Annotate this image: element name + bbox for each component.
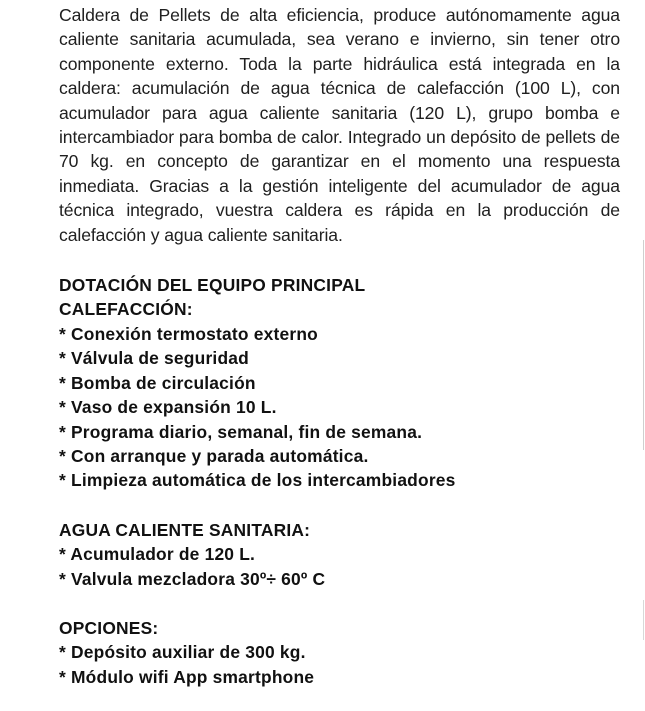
options-title: OPCIONES:: [59, 617, 159, 638]
heating-subtitle: CALEFACCIÓN:: [59, 299, 193, 320]
spacer: [59, 591, 620, 616]
page-edge-divider: [643, 600, 644, 640]
main-equipment-section: [59, 273, 620, 493]
list-item: * Acumulador de 120 L.: [59, 544, 256, 565]
options-section: [59, 616, 620, 689]
list-item: * Bomba de circulación: [59, 372, 256, 393]
list-item: * Vaso de expansión 10 L.: [59, 397, 277, 418]
list-item: * Limpieza automática de los intercambiadores: [59, 470, 456, 491]
list-item: * Valvula mezcladora 30º÷ 60º C: [59, 568, 326, 589]
list-item: * Válvula de seguridad: [59, 348, 249, 369]
heating-list: [59, 322, 620, 493]
list-item: * Depósito auxiliar de 300 kg.: [59, 642, 306, 663]
main-equipment-title: DOTACIÓN DEL EQUIPO PRINCIPAL: [59, 275, 366, 296]
document-page: [59, 3, 620, 689]
list-item: * Módulo wifi App smartphone: [59, 666, 315, 687]
hot-water-title: AGUA CALIENTE SANITARIA:: [59, 519, 311, 540]
spacer: [59, 493, 620, 518]
list-item: * Con arranque y parada automática.: [59, 445, 369, 466]
intro-paragraph: Caldera de Pellets de alta eficiencia, produce autónomamente agua caliente sanitaria acumulada, sea verano e invierno, sin tener otro componente externo. Toda la parte hidráulica está integrada en la caldera: acumulación de agua técnica de calefacción (100 L), con acumulador para agua caliente sanitaria (120 L), grupo bomba e intercambiador para bomba de calor. Integrado un depósito de pellets de 70 kg. en concepto de garantizar en el momento una respuesta inmediata. Gracias a la gestión inteligente del acumulador de agua técnica integrado, vuestra caldera es rápida en la producción de calefacción y agua caliente sanitaria.: [59, 5, 620, 245]
list-item: * Conexión termostato externo: [59, 323, 318, 344]
list-item: * Programa diario, semanal, fin de semana.: [59, 421, 423, 442]
hot-water-section: [59, 518, 620, 591]
options-list: [59, 640, 620, 689]
page-edge-divider: [643, 240, 644, 450]
hot-water-list: [59, 542, 620, 591]
spacer: [59, 247, 620, 273]
